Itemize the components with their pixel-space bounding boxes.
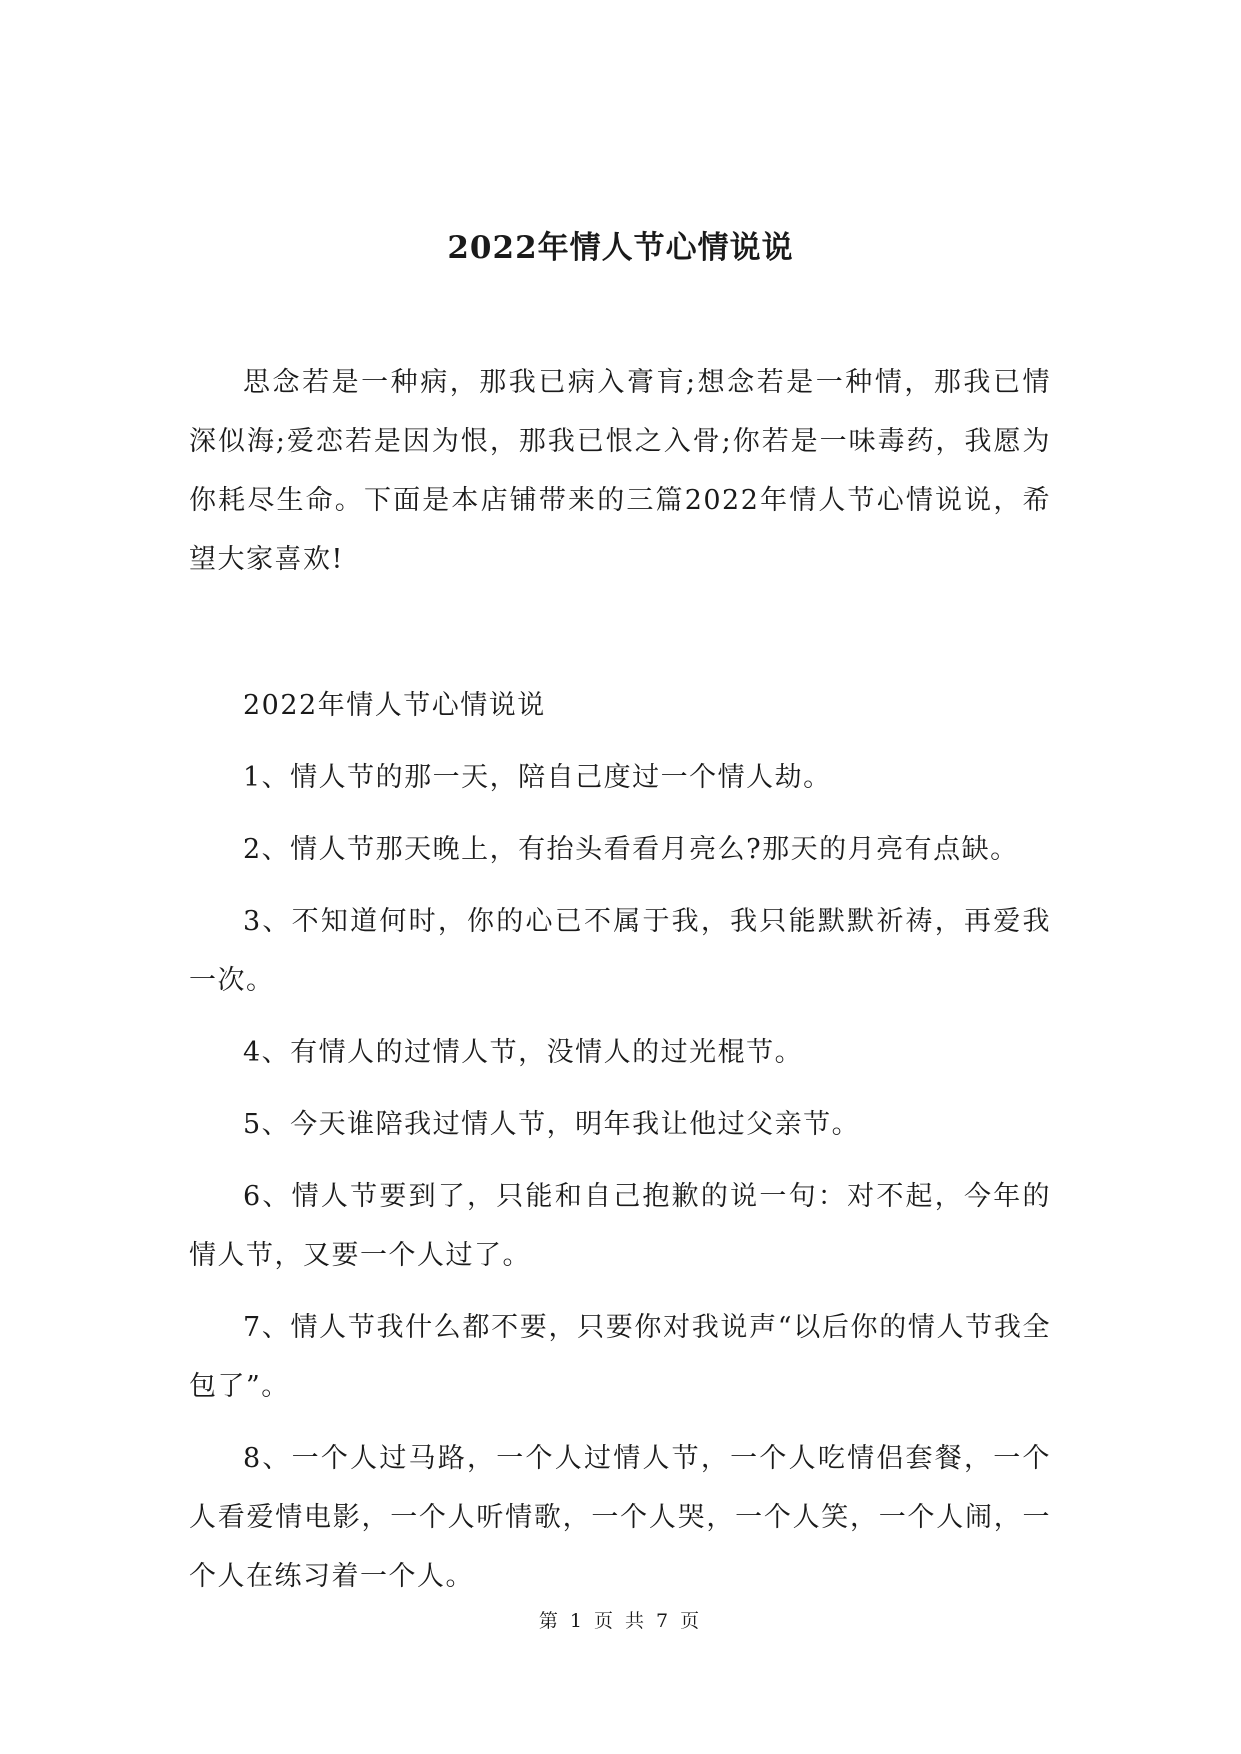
list-item: 6、情人节要到了，只能和自己抱歉的说一句：对不起，今年的情人节，又要一个人过了。 — [189, 1181, 1051, 1271]
list-item: 5、今天谁陪我过情人节，明年我让他过父亲节。 — [243, 1109, 861, 1140]
document-title: 2022年情人节心情说说 — [447, 230, 794, 266]
list-item: 2、情人节那天晚上，有抬头看看月亮么?那天的月亮有点缺。 — [243, 834, 1019, 865]
list-item: 8、一个人过马路，一个人过情人节，一个人吃情侣套餐，一个人看爱情电影，一个人听情歌，一个人哭，一个人笑，一个人闹，一个人在练习着一个人。 — [189, 1443, 1051, 1592]
intro-paragraph: 思念若是一种病，那我已病入膏肓;想念若是一种情，那我已情深似海;爱恋若是因为恨，那我已恨之入骨;你若是一味毒药，我愿为你耗尽生命。下面是本店铺带来的三篇2022年情人节心情说说，希望大家喜欢! — [189, 367, 1051, 575]
list-item: 3、不知道何时，你的心已不属于我，我只能默默祈祷，再爱我一次。 — [189, 906, 1051, 996]
list-item: 7、情人节我什么都不要，只要你对我说声“以后你的情人节我全包了”。 — [189, 1312, 1051, 1402]
list-item: 4、有情人的过情人节，没情人的过光棍节。 — [243, 1037, 804, 1068]
page-number-footer: 第 1 页 共 7 页 — [538, 1610, 703, 1632]
section-heading: 2022年情人节心情说说 — [243, 690, 546, 721]
document-body — [189, 353, 1051, 1619]
list-item: 1、情人节的那一天，陪自己度过一个情人劫。 — [243, 762, 832, 793]
